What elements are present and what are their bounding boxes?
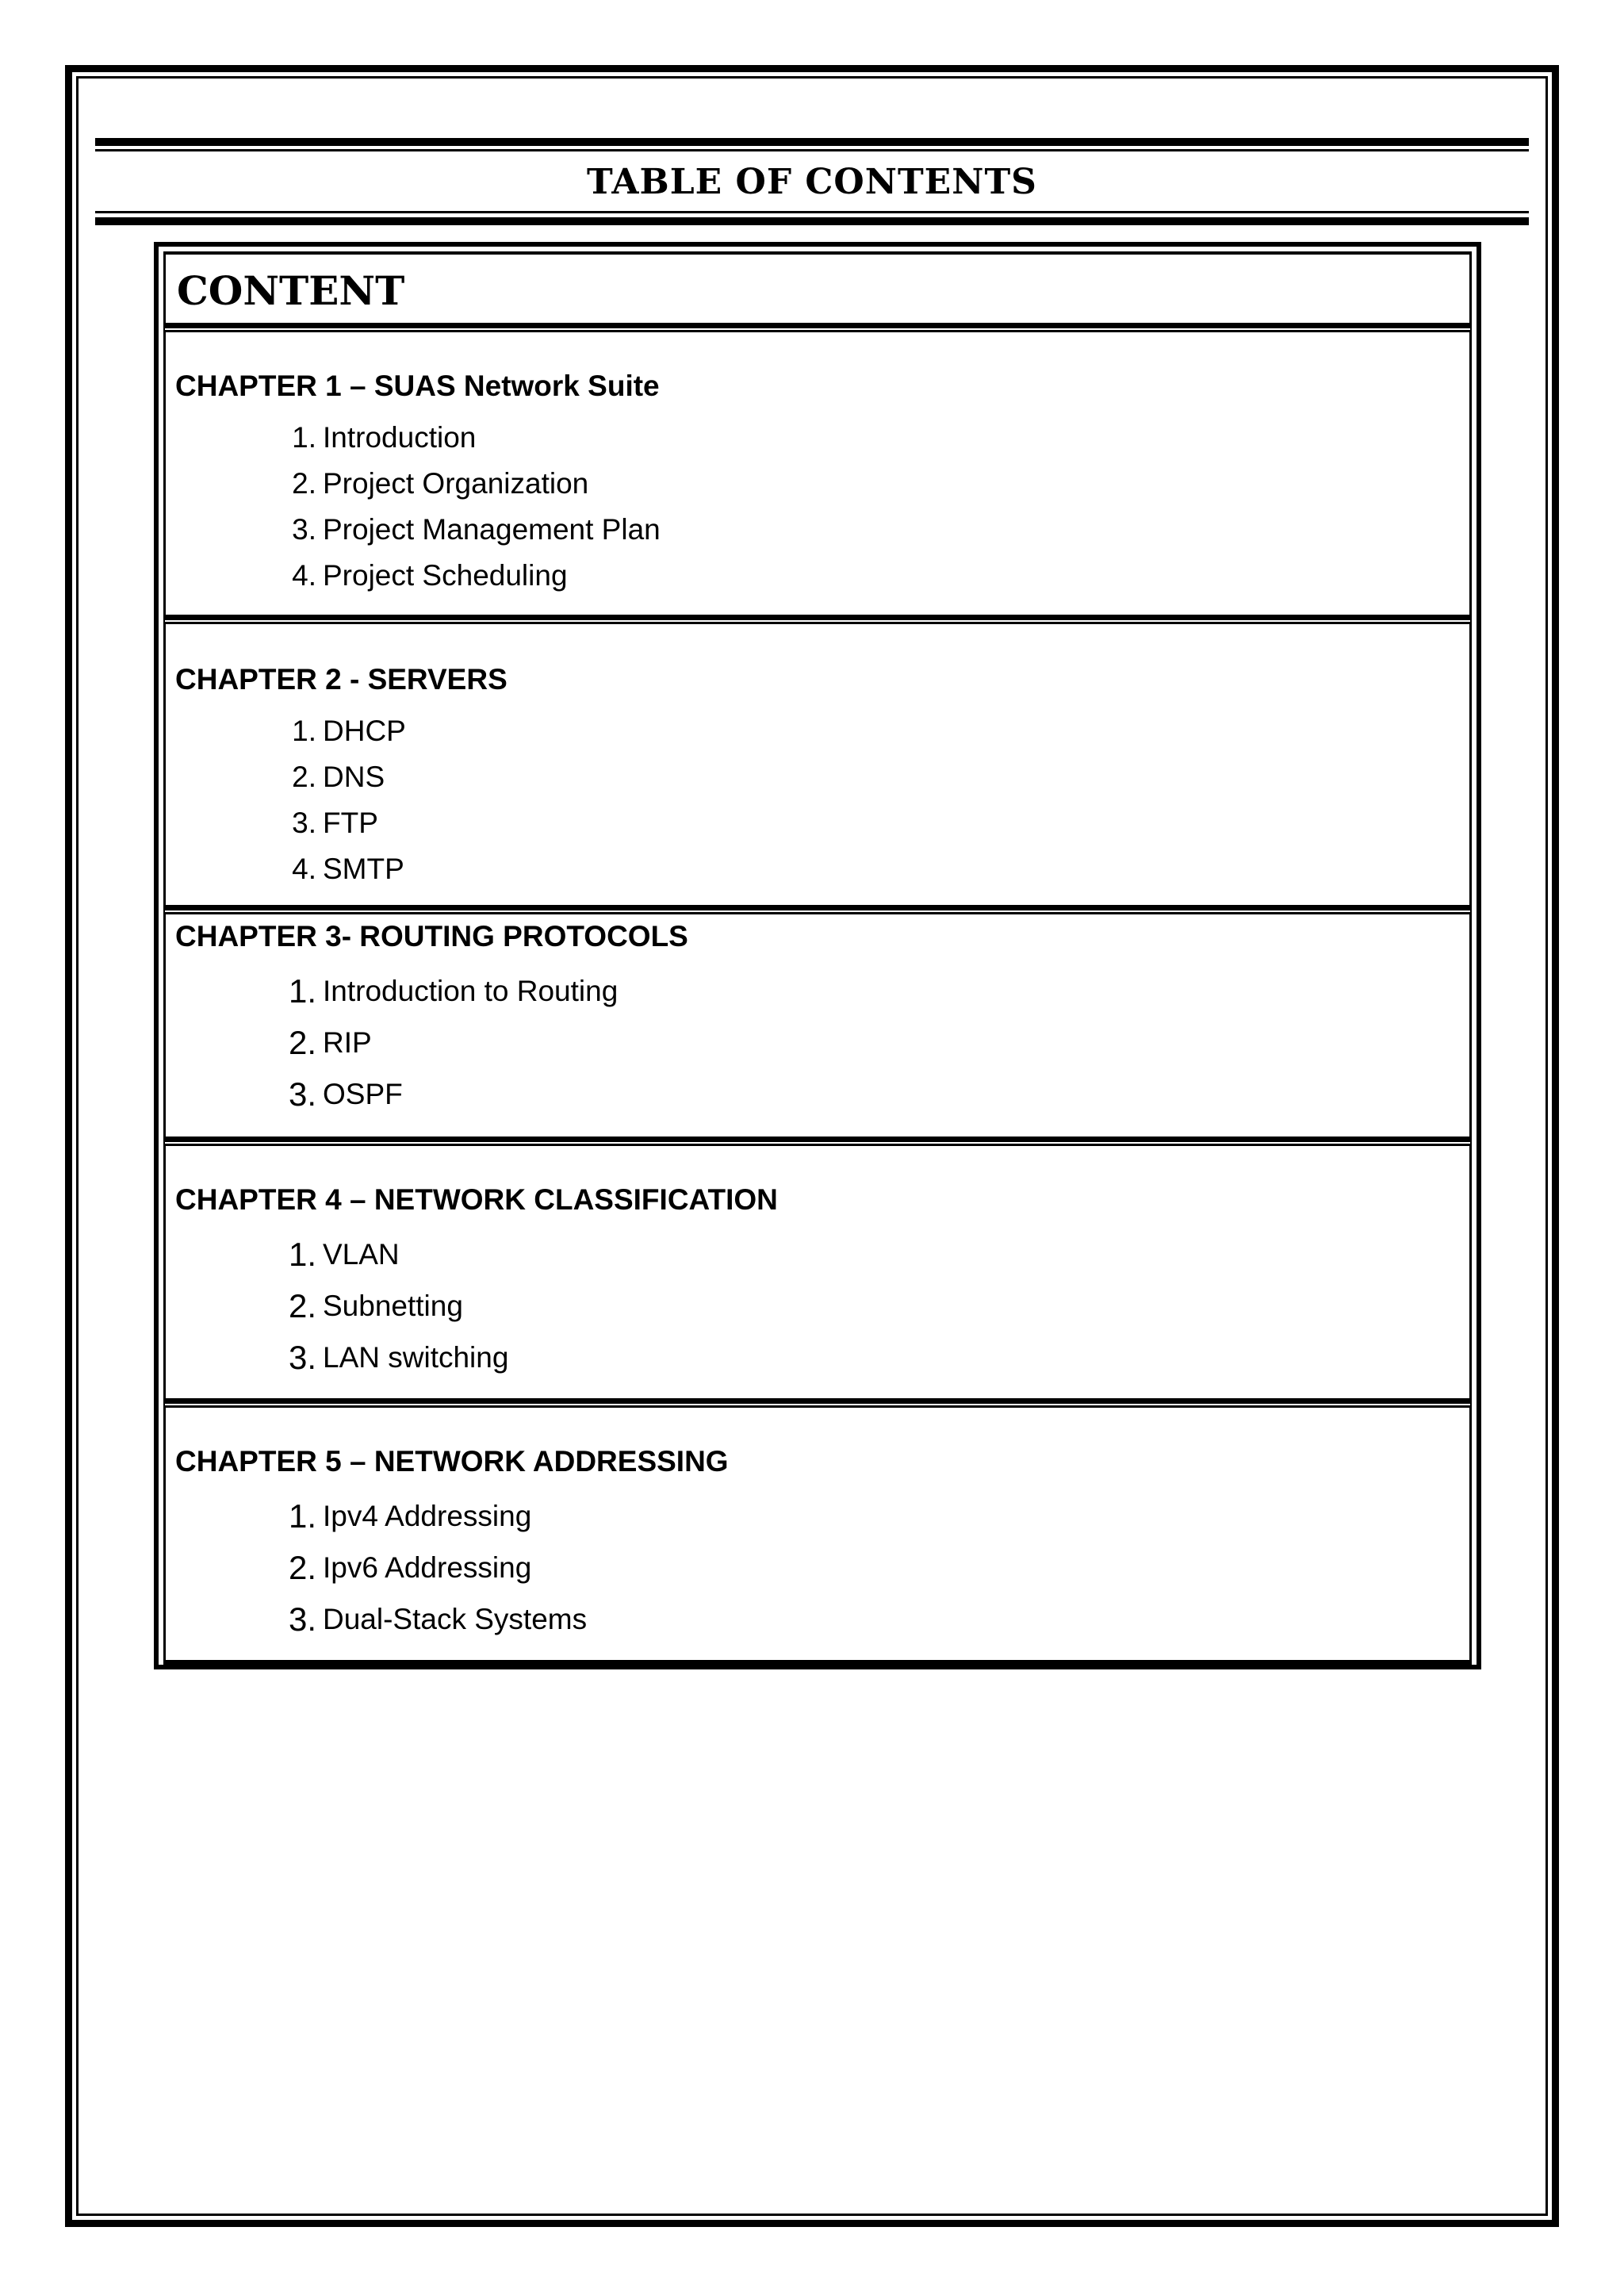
chapter-title: CHAPTER 3- ROUTING PROTOCOLS: [175, 920, 688, 953]
item-label: Subnetting: [323, 1290, 463, 1322]
item-number: 1.: [292, 715, 316, 747]
page-title: TABLE OF CONTENTS: [587, 162, 1037, 202]
item-number: 2.: [288, 1549, 316, 1586]
item-number: 4.: [292, 559, 316, 592]
item-label: Project Organization: [323, 467, 589, 500]
item-label: RIP: [323, 1026, 372, 1059]
chapter-cell-1: [163, 330, 1472, 620]
item-label: LAN switching: [323, 1341, 509, 1374]
item-number: 1.: [288, 1236, 316, 1273]
item-number: 4.: [292, 853, 316, 885]
chapter-cell-3: [163, 912, 1472, 1142]
title-rule-bottom: [95, 217, 1529, 225]
title-rule-top: [95, 138, 1529, 146]
title-rule-bottom-thin: [95, 211, 1529, 213]
item-number: 1.: [288, 972, 316, 1010]
item-number: 3.: [288, 1075, 316, 1113]
table-header-cell: [163, 252, 1472, 328]
item-number: 2.: [288, 1287, 316, 1324]
item-number: 2.: [288, 1024, 316, 1061]
item-label: FTP: [323, 807, 378, 839]
chapter-title: CHAPTER 1 – SUAS Network Suite: [175, 370, 660, 402]
item-label: DHCP: [323, 715, 406, 747]
item-label: SMTP: [323, 853, 404, 885]
table-header: CONTENT: [177, 267, 405, 314]
item-number: 1.: [288, 1497, 316, 1535]
item-number: 2.: [292, 467, 316, 500]
item-label: Introduction: [323, 421, 477, 454]
item-number: 3.: [292, 807, 316, 839]
item-number: 3.: [288, 1600, 316, 1638]
chapter-title: CHAPTER 2 - SERVERS: [175, 663, 508, 696]
item-number: 1.: [292, 421, 316, 454]
chapter-title: CHAPTER 5 – NETWORK ADDRESSING: [175, 1445, 729, 1478]
item-label: Dual-Stack Systems: [323, 1603, 588, 1635]
chapter-cell-4: [163, 1144, 1472, 1404]
item-number: 2.: [292, 761, 316, 793]
item-number: 3.: [288, 1339, 316, 1376]
item-label: Ipv4 Addressing: [323, 1500, 532, 1532]
item-label: Project Management Plan: [323, 513, 661, 546]
item-label: Introduction to Routing: [323, 975, 619, 1007]
item-label: VLAN: [323, 1238, 400, 1271]
title-rule-top-thin: [95, 149, 1529, 151]
item-label: DNS: [323, 761, 385, 793]
item-label: Ipv6 Addressing: [323, 1551, 532, 1584]
item-label: Project Scheduling: [323, 559, 568, 592]
chapter-title: CHAPTER 4 – NETWORK CLASSIFICATION: [175, 1183, 778, 1216]
item-number: 3.: [292, 513, 316, 546]
chapter-cell-5: [163, 1405, 1472, 1665]
item-label: OSPF: [323, 1078, 403, 1110]
chapter-cell-2: [163, 622, 1472, 910]
